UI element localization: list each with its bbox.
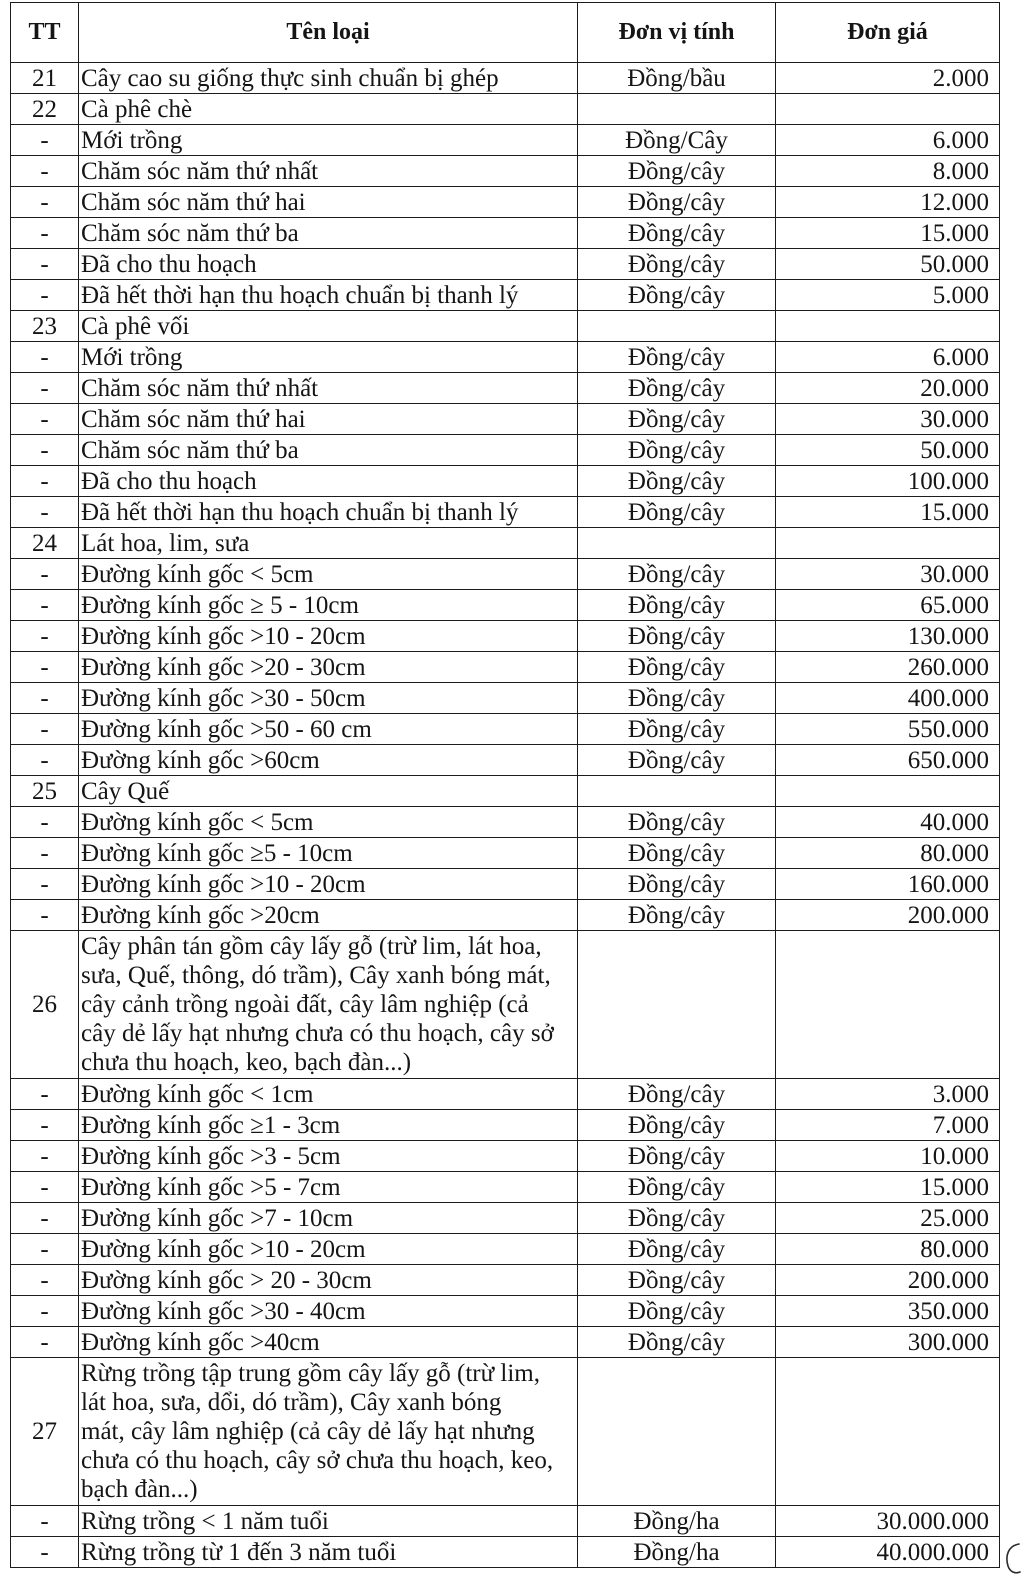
header-unit-price: Đơn giá <box>776 3 1000 63</box>
row-item-name: Rừng trồng tập trung gồm cây lấy gỗ (trừ lim, lát hoa, sưa, dổi, dó trầm), Cây xanh bóng mát, cây lâm nghiệp (cả cây dẻ lấy hạt nhưng chưa có thu hoạch, cây sở chưa thu hoạch, keo, bạch đàn...) <box>79 1358 578 1506</box>
table-row <box>11 435 1000 466</box>
table-section-row <box>11 94 1000 125</box>
row-unit-price: 25.000 <box>776 1203 1000 1234</box>
row-item-name: Đường kính gốc >10 - 20cm <box>79 621 578 652</box>
row-unit: Đồng/ha <box>578 1506 776 1537</box>
header-unit: Đơn vị tính <box>578 3 776 63</box>
row-item-name: Rừng trồng < 1 năm tuổi <box>79 1506 578 1537</box>
row-number: - <box>11 156 79 187</box>
table-row <box>11 559 1000 590</box>
row-item-name: Đường kính gốc ≥5 - 10cm <box>79 838 578 869</box>
table-row <box>11 187 1000 218</box>
row-unit-price: 6.000 <box>776 125 1000 156</box>
row-unit-price: 8.000 <box>776 156 1000 187</box>
row-item-name: Đường kính gốc >60cm <box>79 745 578 776</box>
row-unit-price: 20.000 <box>776 373 1000 404</box>
row-number: 23 <box>11 311 79 342</box>
header-tt: TT <box>11 3 79 63</box>
row-unit <box>578 1358 776 1506</box>
table-row <box>11 1079 1000 1110</box>
row-number: 27 <box>11 1358 79 1506</box>
row-unit: Đồng/cây <box>578 1203 776 1234</box>
table-row <box>11 218 1000 249</box>
row-unit: Đồng/Cây <box>578 125 776 156</box>
table-row <box>11 1234 1000 1265</box>
row-item-name: Chăm sóc năm thứ hai <box>79 187 578 218</box>
table-section-row <box>11 776 1000 807</box>
row-item-name: Đường kính gốc >40cm <box>79 1327 578 1358</box>
row-number: - <box>11 1141 79 1172</box>
row-item-name: Chăm sóc năm thứ nhất <box>79 156 578 187</box>
row-number: - <box>11 249 79 280</box>
table-row <box>11 280 1000 311</box>
row-unit-price: 40.000 <box>776 807 1000 838</box>
row-item-name: Cà phê vối <box>79 311 578 342</box>
table-row <box>11 249 1000 280</box>
row-unit-price: 6.000 <box>776 342 1000 373</box>
row-unit-price <box>776 776 1000 807</box>
row-unit: Đồng/cây <box>578 435 776 466</box>
row-item-name: Chăm sóc năm thứ ba <box>79 218 578 249</box>
table-row <box>11 900 1000 931</box>
row-unit-price: 300.000 <box>776 1327 1000 1358</box>
row-number: - <box>11 652 79 683</box>
table-row <box>11 63 1000 94</box>
row-item-name: Đường kính gốc >50 - 60 cm <box>79 714 578 745</box>
table-section-row <box>11 1358 1000 1506</box>
row-unit: Đồng/cây <box>578 590 776 621</box>
row-number: - <box>11 125 79 156</box>
row-unit: Đồng/cây <box>578 559 776 590</box>
row-item-name: Cây cao su giống thực sinh chuẩn bị ghép <box>79 63 578 94</box>
row-unit: Đồng/cây <box>578 745 776 776</box>
row-number: - <box>11 497 79 528</box>
row-unit-price: 15.000 <box>776 1172 1000 1203</box>
row-item-name: Chăm sóc năm thứ ba <box>79 435 578 466</box>
row-unit-price: 15.000 <box>776 218 1000 249</box>
row-unit <box>578 94 776 125</box>
row-item-name: Mới trồng <box>79 342 578 373</box>
table-row <box>11 590 1000 621</box>
row-unit-price <box>776 1358 1000 1506</box>
row-number: - <box>11 466 79 497</box>
row-item-name: Chăm sóc năm thứ nhất <box>79 373 578 404</box>
row-number: - <box>11 1110 79 1141</box>
row-unit-price: 30.000 <box>776 404 1000 435</box>
row-unit-price: 50.000 <box>776 249 1000 280</box>
row-number: - <box>11 1172 79 1203</box>
row-item-name: Đã cho thu hoạch <box>79 249 578 280</box>
row-unit-price: 15.000 <box>776 497 1000 528</box>
row-unit: Đồng/cây <box>578 1265 776 1296</box>
row-unit-price: 200.000 <box>776 1265 1000 1296</box>
table-row <box>11 404 1000 435</box>
row-unit: Đồng/cây <box>578 1110 776 1141</box>
row-item-name: Đã hết thời hạn thu hoạch chuẩn bị thanh lý <box>79 280 578 311</box>
row-number: - <box>11 745 79 776</box>
table-row <box>11 1265 1000 1296</box>
row-unit: Đồng/cây <box>578 249 776 280</box>
row-unit-price: 50.000 <box>776 435 1000 466</box>
row-number: - <box>11 1265 79 1296</box>
header-item-name: Tên loại <box>79 3 578 63</box>
row-item-name: Cà phê chè <box>79 94 578 125</box>
row-item-name: Đường kính gốc >10 - 20cm <box>79 1234 578 1265</box>
row-unit <box>578 931 776 1079</box>
table-row <box>11 621 1000 652</box>
row-item-name: Đường kính gốc >20cm <box>79 900 578 931</box>
table-row <box>11 1141 1000 1172</box>
row-number: - <box>11 1506 79 1537</box>
table-row <box>11 373 1000 404</box>
table-header-row <box>11 3 1000 63</box>
table-section-row <box>11 931 1000 1079</box>
row-unit-price: 650.000 <box>776 745 1000 776</box>
row-unit: Đồng/cây <box>578 652 776 683</box>
row-unit-price: 12.000 <box>776 187 1000 218</box>
row-item-name: Đường kính gốc > 20 - 30cm <box>79 1265 578 1296</box>
row-unit-price: 30.000.000 <box>776 1506 1000 1537</box>
row-unit: Đồng/cây <box>578 1141 776 1172</box>
row-number: - <box>11 1537 79 1568</box>
row-item-name: Cây Quế <box>79 776 578 807</box>
row-item-name: Đường kính gốc >3 - 5cm <box>79 1141 578 1172</box>
row-unit-price: 80.000 <box>776 838 1000 869</box>
row-number: - <box>11 621 79 652</box>
row-number: - <box>11 1079 79 1110</box>
row-unit-price <box>776 931 1000 1079</box>
row-unit <box>578 311 776 342</box>
row-item-name: Đường kính gốc >10 - 20cm <box>79 869 578 900</box>
row-item-name: Rừng trồng từ 1 đến 3 năm tuổi <box>79 1537 578 1568</box>
row-unit: Đồng/ha <box>578 1537 776 1568</box>
row-unit-price: 350.000 <box>776 1296 1000 1327</box>
row-number: - <box>11 559 79 590</box>
row-item-name: Đã hết thời hạn thu hoạch chuẩn bị thanh lý <box>79 497 578 528</box>
row-unit: Đồng/cây <box>578 1172 776 1203</box>
table-section-row <box>11 311 1000 342</box>
row-number: - <box>11 1203 79 1234</box>
table-row <box>11 1537 1000 1568</box>
row-unit: Đồng/cây <box>578 1079 776 1110</box>
row-item-name: Đường kính gốc < 5cm <box>79 807 578 838</box>
row-item-name: Đường kính gốc ≥ 5 - 10cm <box>79 590 578 621</box>
row-unit: Đồng/cây <box>578 218 776 249</box>
table-row <box>11 466 1000 497</box>
row-number: - <box>11 1234 79 1265</box>
row-unit-price: 5.000 <box>776 280 1000 311</box>
row-number: - <box>11 838 79 869</box>
margin-pen-mark <box>1002 1538 1022 1578</box>
row-unit: Đồng/cây <box>578 280 776 311</box>
row-unit-price: 200.000 <box>776 900 1000 931</box>
row-number: - <box>11 807 79 838</box>
row-unit: Đồng/cây <box>578 621 776 652</box>
table-row <box>11 497 1000 528</box>
table-row <box>11 869 1000 900</box>
row-unit-price: 30.000 <box>776 559 1000 590</box>
table-section-row <box>11 528 1000 559</box>
row-number: 21 <box>11 63 79 94</box>
row-number: 26 <box>11 931 79 1079</box>
row-number: - <box>11 373 79 404</box>
table-row <box>11 1203 1000 1234</box>
row-unit: Đồng/cây <box>578 683 776 714</box>
row-unit: Đồng/cây <box>578 466 776 497</box>
row-number: - <box>11 714 79 745</box>
row-item-name: Đường kính gốc ≥1 - 3cm <box>79 1110 578 1141</box>
table-row <box>11 1172 1000 1203</box>
table-row <box>11 125 1000 156</box>
row-unit-price: 3.000 <box>776 1079 1000 1110</box>
row-unit-price <box>776 528 1000 559</box>
row-number: - <box>11 590 79 621</box>
row-item-name: Đường kính gốc >7 - 10cm <box>79 1203 578 1234</box>
row-item-name: Lát hoa, lim, sưa <box>79 528 578 559</box>
row-unit: Đồng/cây <box>578 1296 776 1327</box>
row-unit-price: 65.000 <box>776 590 1000 621</box>
table-row <box>11 1506 1000 1537</box>
row-unit-price: 40.000.000 <box>776 1537 1000 1568</box>
row-number: 24 <box>11 528 79 559</box>
row-number: 25 <box>11 776 79 807</box>
row-unit-price <box>776 311 1000 342</box>
row-item-name: Đường kính gốc >5 - 7cm <box>79 1172 578 1203</box>
table-row <box>11 714 1000 745</box>
row-unit: Đồng/cây <box>578 156 776 187</box>
row-unit: Đồng/cây <box>578 869 776 900</box>
row-unit-price: 7.000 <box>776 1110 1000 1141</box>
row-unit: Đồng/cây <box>578 1327 776 1358</box>
row-number: - <box>11 683 79 714</box>
row-unit: Đồng/cây <box>578 373 776 404</box>
row-item-name: Mới trồng <box>79 125 578 156</box>
row-unit-price <box>776 94 1000 125</box>
price-table <box>10 2 1000 1568</box>
row-number: - <box>11 1327 79 1358</box>
table-row <box>11 807 1000 838</box>
row-number: - <box>11 1296 79 1327</box>
row-unit-price: 80.000 <box>776 1234 1000 1265</box>
table-row <box>11 156 1000 187</box>
row-number: - <box>11 900 79 931</box>
row-unit: Đồng/cây <box>578 187 776 218</box>
row-unit <box>578 528 776 559</box>
table-row <box>11 683 1000 714</box>
row-item-name: Đường kính gốc >30 - 50cm <box>79 683 578 714</box>
row-number: 22 <box>11 94 79 125</box>
table-row <box>11 342 1000 373</box>
row-unit <box>578 776 776 807</box>
row-unit-price: 550.000 <box>776 714 1000 745</box>
row-item-name: Đường kính gốc >20 - 30cm <box>79 652 578 683</box>
row-unit-price: 160.000 <box>776 869 1000 900</box>
row-unit: Đồng/cây <box>578 807 776 838</box>
row-number: - <box>11 869 79 900</box>
row-unit: Đồng/cây <box>578 1234 776 1265</box>
row-number: - <box>11 218 79 249</box>
row-unit: Đồng/cây <box>578 838 776 869</box>
row-number: - <box>11 280 79 311</box>
row-unit: Đồng/cây <box>578 404 776 435</box>
row-number: - <box>11 187 79 218</box>
table-row <box>11 1327 1000 1358</box>
row-item-name: Đường kính gốc >30 - 40cm <box>79 1296 578 1327</box>
row-item-name: Đường kính gốc < 1cm <box>79 1079 578 1110</box>
row-unit-price: 260.000 <box>776 652 1000 683</box>
table-row <box>11 652 1000 683</box>
row-item-name: Cây phân tán gồm cây lấy gỗ (trừ lim, lát hoa, sưa, Quế, thông, dó trầm), Cây xanh bóng mát, cây cảnh trồng ngoài đất, cây lâm nghiệp (cả cây dẻ lấy hạt nhưng chưa có thu hoạch, cây sở chưa thu hoạch, keo, bạch đàn...) <box>79 931 578 1079</box>
row-unit-price: 400.000 <box>776 683 1000 714</box>
row-unit-price: 130.000 <box>776 621 1000 652</box>
row-item-name: Đã cho thu hoạch <box>79 466 578 497</box>
row-unit: Đồng/cây <box>578 900 776 931</box>
row-unit: Đồng/cây <box>578 714 776 745</box>
table-row <box>11 1296 1000 1327</box>
row-unit-price: 2.000 <box>776 63 1000 94</box>
row-unit-price: 100.000 <box>776 466 1000 497</box>
table-row <box>11 838 1000 869</box>
row-number: - <box>11 435 79 466</box>
row-number: - <box>11 404 79 435</box>
row-unit: Đồng/cây <box>578 342 776 373</box>
row-item-name: Chăm sóc năm thứ hai <box>79 404 578 435</box>
row-unit: Đồng/cây <box>578 497 776 528</box>
row-unit: Đồng/bầu <box>578 63 776 94</box>
row-unit-price: 10.000 <box>776 1141 1000 1172</box>
row-number: - <box>11 342 79 373</box>
table-row <box>11 1110 1000 1141</box>
table-row <box>11 745 1000 776</box>
row-item-name: Đường kính gốc < 5cm <box>79 559 578 590</box>
